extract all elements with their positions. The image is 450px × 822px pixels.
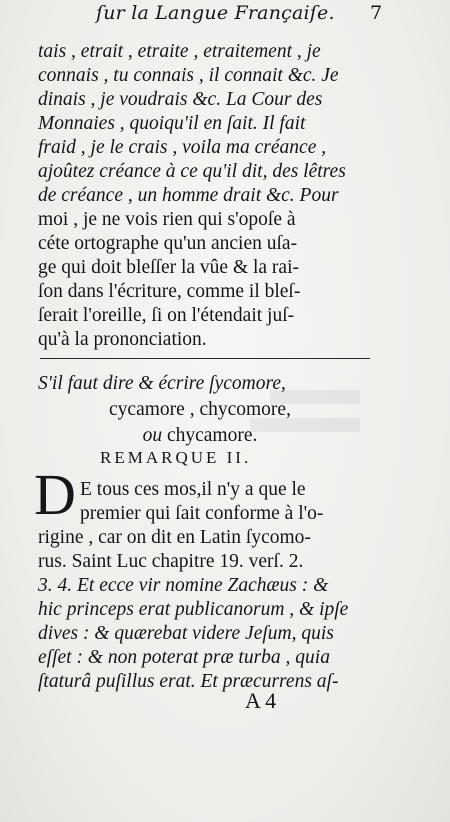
question-word: ou xyxy=(142,425,163,446)
text-line: ſerait l'oreille, ſi on l'étendait juſ- xyxy=(38,305,295,326)
text-line: ge qui doit bleſſer la vûe & la rai- xyxy=(38,257,299,278)
text-line: rigine , car on dit en Latin ſycomo- xyxy=(38,527,311,548)
text-line: ſtaturâ puſillus erat. Et præcurrens aſ- xyxy=(38,671,339,692)
text-line: fraid , je le crais , voila ma créance , xyxy=(38,137,327,158)
question-line: cycamore , chycomore, xyxy=(109,399,291,420)
text-line: dives : & quærebat videre Jeſum, quis xyxy=(38,623,334,644)
text-line: moi , je ne vois rien qui s'opoſe à xyxy=(38,209,296,230)
text-line: hic princeps erat publicanorum , & ipſe xyxy=(38,599,349,620)
page-number: 7 xyxy=(370,2,383,24)
question-line: S'il faut dire & écrire ſycomore, xyxy=(38,373,286,394)
text-line: céte ortographe qu'un ancien uſa- xyxy=(38,233,298,254)
remarque-heading: REMARQUE II. xyxy=(100,448,252,467)
question-word: chycamore. xyxy=(166,425,258,446)
question-line xyxy=(40,424,360,448)
drop-cap: D xyxy=(34,462,76,527)
text-line: rus. Saint Luc chapitre 19. verſ. 2. xyxy=(38,551,304,572)
signature-mark: A 4 xyxy=(245,688,277,713)
text-line: dinais , je voudrais &c. La Cour des xyxy=(38,89,323,110)
text-line: Monnaies , quoiqu'il en ſait. Il fait xyxy=(38,113,306,134)
text-line: premier qui ſait conforme à l'o- xyxy=(80,503,324,524)
text-line: tais , etrait , etraite , etraitement , je xyxy=(38,41,321,62)
text-line: 3. 4. Et ecce vir nomine Zachæus : & xyxy=(38,575,329,596)
text-line: qu'à la prononciation. xyxy=(38,329,207,350)
text-line: ſon dans l'écriture, comme il bleſ- xyxy=(38,281,301,302)
text-line: connais , tu connais , il connait &c. Je xyxy=(38,65,339,86)
text-line: de créance , un homme drait &c. Pour xyxy=(38,185,339,206)
text-line: E tous ces mos,il n'y a que le xyxy=(80,479,306,500)
text-line: ajoûtez créance à ce qu'il dit, des lêtres xyxy=(38,161,346,182)
running-title: ſur la Langue Françaiſe. xyxy=(96,2,335,24)
text-line: eſſet : & non poterat præ turba , quia xyxy=(38,647,330,668)
section-rule xyxy=(40,358,370,359)
